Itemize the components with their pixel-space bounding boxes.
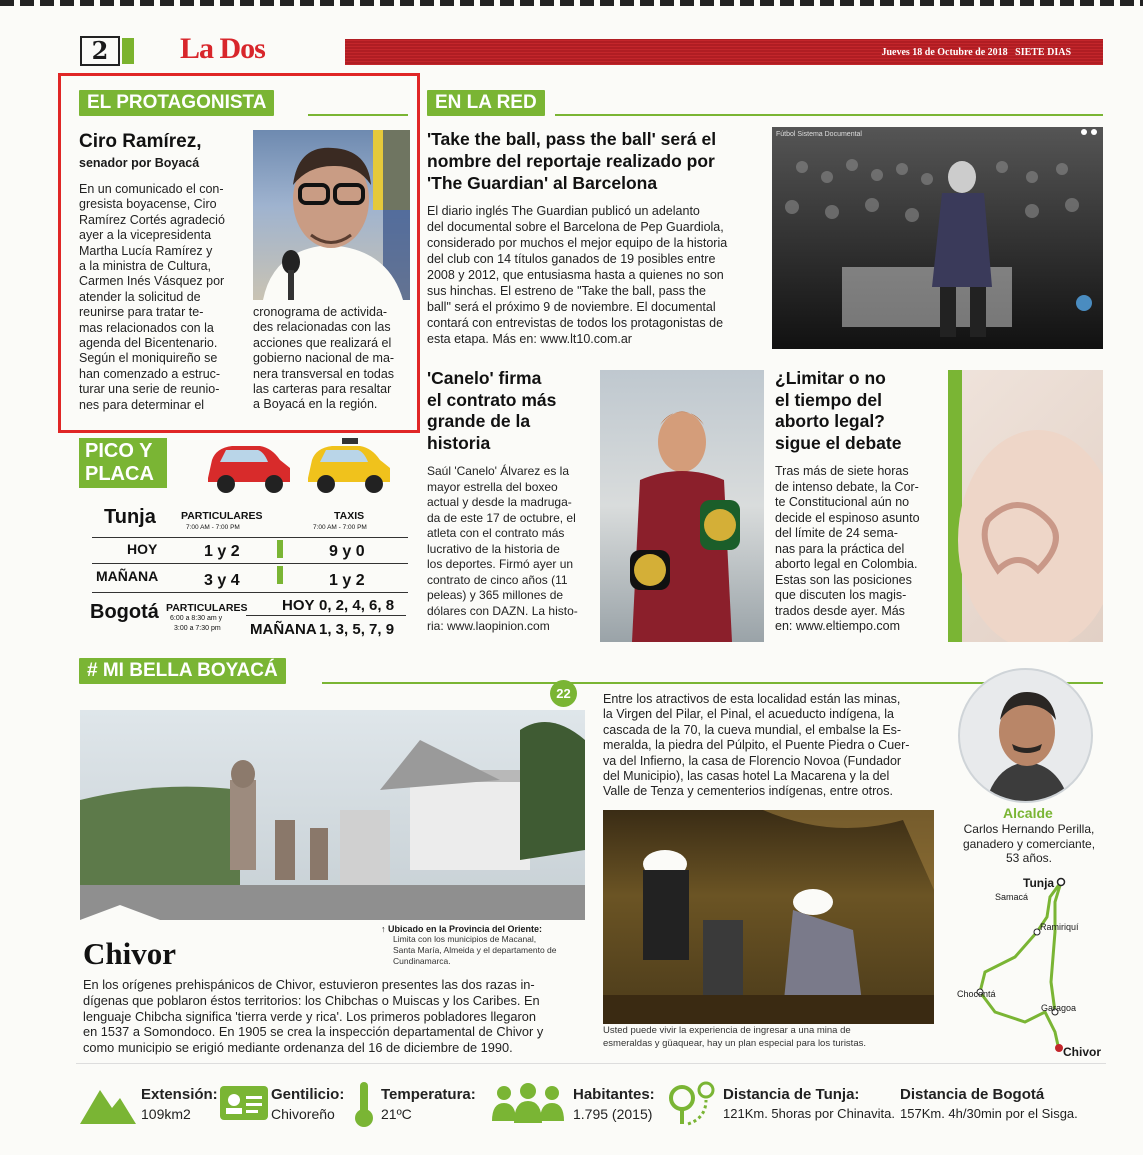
table-rule — [92, 592, 408, 593]
text-line: lucrativo de la historia de — [427, 541, 560, 556]
table-rule — [246, 615, 406, 616]
section-title: La Dos — [180, 32, 265, 65]
text-line: En un comunicado el con- — [79, 182, 224, 196]
canelo-photo — [600, 370, 764, 642]
section-mi-bella-boyaca: # MI BELLA BOYACÁ — [79, 658, 286, 684]
tunja-manana-particulares: 3 y 4 — [204, 572, 240, 589]
text-line: Según el moniquireño se — [79, 351, 218, 366]
text-line: del límite de 24 sema- — [775, 526, 898, 540]
text-line: nes para determinar el — [79, 397, 205, 412]
text-line: ganadero y comerciante, — [962, 836, 1096, 851]
headline-line: 'The Guardian' al Barcelona — [427, 173, 658, 193]
protagonist-role: senador por Boyacá — [79, 156, 200, 170]
text-line: En los orígenes prehispánicos de Chivor, estuvieron presentes las dos razas in- — [83, 977, 535, 992]
particulares-hours: 7:00 AM - 7:00 PM — [186, 524, 240, 531]
section-en-la-red: EN LA RED — [427, 90, 545, 116]
top-scan-band — [0, 0, 1143, 6]
pico-placa-badge: PICO Y PLACA — [79, 438, 167, 488]
protagonist-text-right — [253, 305, 413, 413]
text-line: atleta con el contrato más — [427, 526, 565, 540]
headline-line: el contrato más — [427, 389, 557, 410]
table-rule — [92, 563, 408, 564]
footer-rule — [76, 1063, 1106, 1064]
manana-label: MAÑANA — [96, 568, 159, 584]
text-line: del documental sobre el Barcelona de Pep Guardiola, — [427, 220, 724, 234]
header-green-accent — [122, 38, 134, 64]
header-date: Jueves 18 de Octubre de 2018 SIETE DIAS — [881, 47, 1071, 58]
text-line: atender la solicitud de — [79, 289, 201, 304]
aborto-headline — [775, 368, 950, 454]
text-line: da de este 17 de octubre, el — [427, 510, 576, 525]
text-line: Martha Lucía Ramírez y — [79, 243, 213, 258]
text-line: en 1537 a Somondoco. En 1905 se crea la inspección departamental de Chivor y — [83, 1024, 544, 1040]
text-line: esta etapa. Más en: www.lt10.com.ar — [427, 332, 632, 346]
text-line: decide el espinoso asunto — [775, 510, 920, 525]
particulares-header: PARTICULARES — [181, 510, 263, 522]
text-line: Carlos Hernando Perilla, — [963, 822, 1095, 836]
text-line: dígenas que poblaron éstos territorios: los Chibchas o Muiscas y los Caribes. En — [83, 992, 540, 1008]
aborto-article-text — [775, 464, 950, 635]
text-line: lenguaje Chibcha significa 'tierra verde y rica'. Los primeros pobladores llegaron — [83, 1008, 537, 1024]
text-line: dólares con DAZN. La histo- — [427, 603, 578, 618]
text-line: del club con 14 títulos ganados de 19 posibles entre — [427, 252, 716, 266]
text-line: te Constitucional aún no — [775, 495, 910, 509]
gentilicio-label: Gentilicio: — [271, 1086, 345, 1103]
pregnancy-photo — [948, 370, 1103, 642]
headline-line: sigue el debate — [775, 432, 902, 453]
id-card-icon — [220, 1086, 272, 1128]
table-rule — [92, 537, 408, 538]
habitantes-label: Habitantes: — [573, 1086, 655, 1103]
taxi-hours: 7:00 AM - 7:00 PM — [313, 524, 367, 531]
bogota-hoy-label: HOY — [282, 597, 315, 614]
text-line: gresista boyacense, Ciro — [79, 197, 217, 212]
alcalde-label: Alcalde — [1003, 805, 1053, 821]
caption-line: Cundinamarca. — [393, 956, 451, 966]
temperatura-label: Temperatura: — [381, 1086, 476, 1103]
protagonist-name: Ciro Ramírez, — [79, 131, 202, 152]
text-line: El diario inglés The Guardian publicó un adelanto — [427, 204, 700, 218]
headline-line: aborto legal? — [775, 411, 885, 431]
caption-line: esmeraldas y güaquear, hay un plan especial para los turistas. — [603, 1037, 866, 1049]
headline-line: ¿Limitar o no — [775, 368, 886, 388]
headline-line: el tiempo del — [775, 389, 882, 410]
text-line: meralda, la piedra del Púlpito, el Puente Piedra o Cuer- — [603, 738, 910, 753]
text-line: turar una serie de reunio- — [79, 382, 220, 397]
text-line: acciones que realizará el — [253, 335, 392, 350]
mine-caption — [603, 1025, 866, 1050]
bogota-hours-pm: 3:00 a 7:30 pm — [174, 625, 221, 632]
video-caption: Fútbol Sistema Documental — [776, 131, 862, 138]
people-icon — [488, 1083, 568, 1125]
text-line: en: www.eltiempo.com — [775, 619, 901, 633]
text-line: sus hinchas. El estreno de "Take the ball, pass the — [427, 284, 706, 298]
chivor-caption-text — [393, 934, 556, 967]
yellow-taxi-icon — [302, 436, 386, 492]
text-line: como municipio se erigió mediante ordenanza del 16 de diciembre de 1990. — [83, 1040, 513, 1056]
text-line: Entre los atractivos de esta localidad están las minas, — [603, 692, 901, 706]
bogota-hours-am: 6:00 a 8:30 am y — [170, 615, 223, 622]
bogota-label: Bogotá — [90, 601, 159, 623]
text-line: los deportes. Firmó ayer un — [427, 557, 574, 571]
text-line: cronograma de activida- — [253, 305, 388, 319]
map-label-ramiriqui: Ramiriquí — [1040, 922, 1079, 932]
bogota-manana-label: MAÑANA — [250, 621, 317, 638]
text-line: han comenzado a estruc- — [79, 366, 221, 381]
text-line: Carmen Inés Vásquez por — [79, 274, 225, 289]
text-line: 53 años. — [1005, 851, 1053, 865]
headline-line: nombre del reportaje realizado por — [427, 151, 715, 171]
text-line: nera transversal en todas — [253, 366, 395, 381]
headline-line: grande de la — [427, 411, 531, 431]
text-line: a la ministra de Cultura, — [79, 259, 212, 274]
map-label-tunja: Tunja — [1023, 876, 1055, 890]
text-line: del Municipio), las casas hotel La Macarena y la del — [603, 769, 890, 784]
map-label-samaca: Samacá — [995, 892, 1029, 902]
route-pin-icon — [668, 1080, 718, 1126]
town-title: Chivor — [83, 936, 176, 971]
headline-line: 'Take the ball, pass the ball' será el — [427, 129, 717, 149]
text-line: considerado por muchos el mejor equipo de la historia — [427, 236, 728, 250]
caption-line: Santa María, Almeida y el departamento de — [393, 945, 557, 955]
caption-line: Limita con los municipios de Macanal, — [393, 934, 537, 944]
taxis-header: TAXIS — [334, 510, 365, 522]
distancia-bogota-label: Distancia de Bogotá — [900, 1086, 1045, 1103]
barcelona-video-frame[interactable] — [772, 127, 1103, 349]
temperatura-value: 21ºC — [381, 1106, 412, 1122]
chivor-attractions-text — [603, 692, 948, 800]
emerald-mine-photo — [603, 810, 934, 1024]
hoy-label: HOY — [127, 541, 158, 557]
bogota-manana-digits: 1, 3, 5, 7, 9 — [319, 621, 395, 638]
text-line: que discuten los magis- — [775, 588, 907, 602]
bogota-hoy-digits: 0, 2, 4, 6, 8 — [319, 597, 395, 614]
chivor-caption-title: ↑ Ubicado en la Provincia del Oriente: — [381, 924, 543, 934]
text-line: contará con entrevistas de todos los protagonistas de — [427, 316, 724, 330]
section-rule — [308, 114, 408, 116]
chivor-history-text — [83, 977, 588, 1056]
barcelona-article-text — [427, 203, 767, 347]
mayor-info — [955, 822, 1103, 866]
text-line: mas relacionados con la — [79, 320, 214, 335]
divider-accent — [277, 540, 283, 558]
extension-value: 109km2 — [141, 1106, 191, 1122]
caption-line: Usted puede vivir la experiencia de ingresar a una mina de — [603, 1025, 851, 1036]
tunja-hoy-taxis: 9 y 0 — [329, 543, 365, 560]
headline-line: 'Canelo' firma — [427, 368, 542, 388]
text-line: peleas) y 365 millones de — [427, 588, 564, 602]
text-line: contrato de cinco años (11 — [427, 572, 568, 587]
headline-line: historia — [427, 432, 491, 453]
text-line: gobierno nacional de ma- — [253, 351, 395, 366]
map-label-chivor: Chivor — [1063, 1045, 1102, 1059]
text-line: las carteras para resaltar — [253, 382, 392, 397]
text-line: Tras más de siete horas — [775, 464, 909, 478]
tunja-manana-taxis: 1 y 2 — [329, 572, 365, 589]
thermometer-icon — [352, 1080, 376, 1128]
text-line: actual y desde la madruga- — [427, 495, 572, 509]
text-line: reunirse para tratar te- — [79, 305, 204, 320]
distancia-tunja-label: Distancia de Tunja: — [723, 1086, 860, 1103]
text-line: trados desde ayer. Más — [775, 603, 905, 618]
senator-photo — [253, 130, 410, 300]
section-rule — [555, 114, 1103, 116]
tunja-hoy-particulares: 1 y 2 — [204, 543, 240, 560]
map-label-garagoa: Garagoa — [1041, 1003, 1077, 1013]
chivor-plaza-photo — [80, 710, 585, 920]
text-line: la Virgen del Pilar, el Pinal, el acueducto indígena, la — [603, 707, 894, 722]
tunja-label: Tunja — [104, 506, 156, 528]
section-el-protagonista: EL PROTAGONISTA — [79, 90, 274, 116]
distancia-bogota-value: 157Km. 4h/30min por el Sisga. — [900, 1106, 1078, 1121]
gentilicio-value: Chivoreño — [271, 1106, 335, 1122]
bogota-particulares: PARTICULARES — [166, 602, 248, 614]
text-line: Saúl 'Canelo' Álvarez es la — [427, 464, 569, 478]
protagonist-text-left — [79, 182, 249, 413]
text-line: ria: www.laopinion.com — [427, 619, 550, 633]
text-line: des relacionadas con las — [253, 320, 391, 335]
extension-label: Extensión: — [141, 1086, 218, 1103]
page-number: 2 — [80, 36, 120, 66]
text-line: agenda del Bicentenario. — [79, 336, 218, 351]
text-line: 2008 y 2012, que entusiasma hasta a quienes no son — [427, 268, 724, 282]
map-label-choconta: Chocontá — [957, 989, 996, 999]
text-line: Ramírez Cortés agradeció — [79, 212, 225, 227]
issue-badge: 22 — [550, 680, 577, 707]
route-map — [955, 872, 1105, 1062]
text-line: Estas son las posiciones — [775, 572, 912, 587]
distancia-tunja-value: 121Km. 5horas por Chinavita. — [723, 1106, 895, 1121]
red-car-icon — [202, 438, 286, 494]
divider-accent — [277, 566, 283, 584]
text-line: ball" será el próximo 9 de noviembre. El documental — [427, 300, 716, 314]
text-line: cascada de la 70, la cueva mundial, el embalse la Es- — [603, 722, 902, 737]
canelo-headline — [427, 368, 597, 454]
text-line: ayer a la vicepresidenta — [79, 228, 212, 243]
text-line: va del Infierno, la casa de Florencio Novoa (Fundador — [603, 753, 902, 768]
text-line: a Boyacá en la región. — [253, 397, 378, 412]
barcelona-headline — [427, 128, 767, 194]
text-line: Valle de Tenza y cementerios indígenas, entre otros. — [603, 784, 893, 799]
canelo-article-text — [427, 464, 597, 635]
text-line: nas para la práctica del — [775, 541, 905, 556]
habitantes-value: 1.795 (2015) — [573, 1106, 653, 1122]
text-line: aborto legal en Colombia. — [775, 557, 918, 571]
mayor-photo — [958, 668, 1093, 803]
text-line: de intenso debate, la Cor- — [775, 479, 919, 494]
mountain-icon — [80, 1082, 132, 1124]
text-line: mayor estrella del boxeo — [427, 479, 558, 494]
